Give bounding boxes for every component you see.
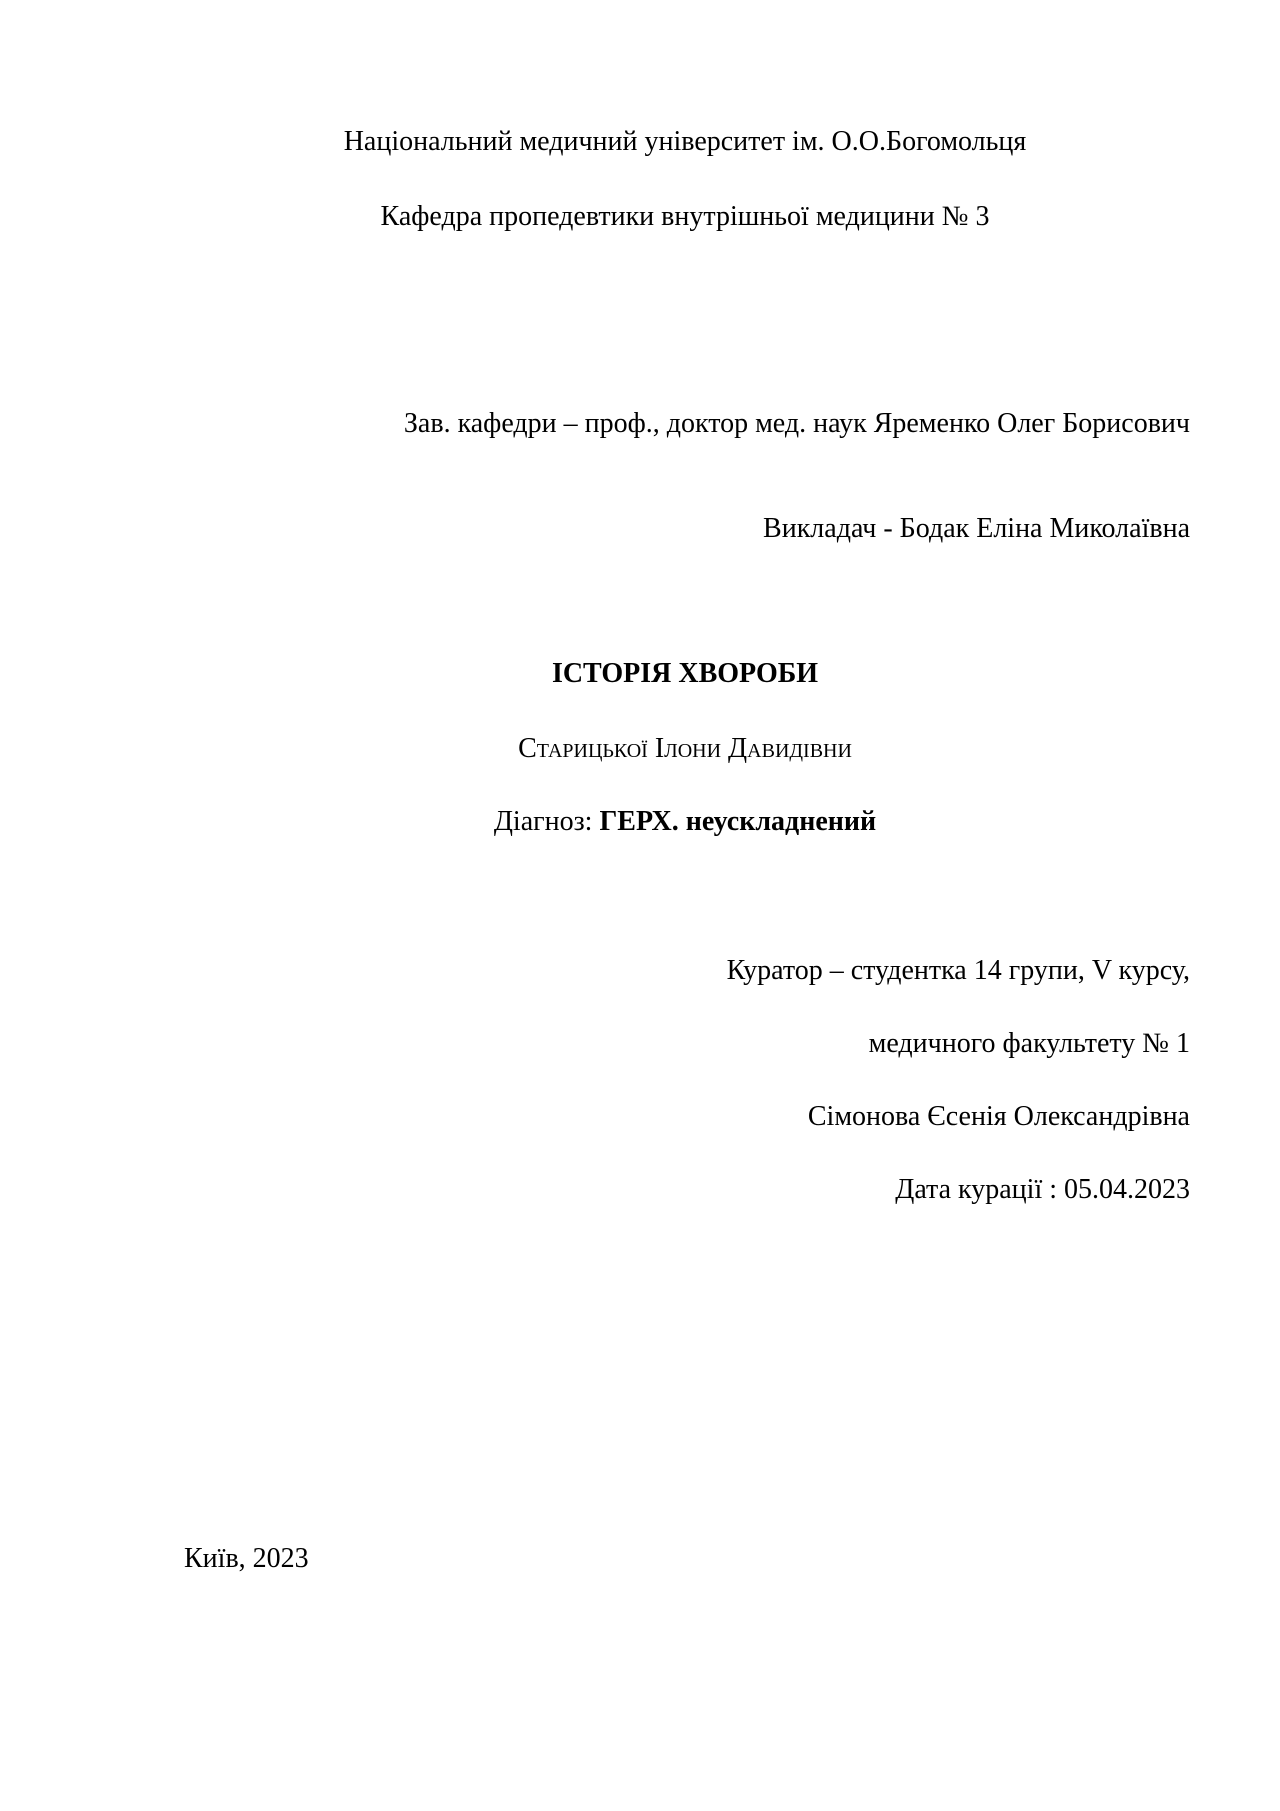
diagnosis-value: ГЕРХ. неускладнений — [599, 806, 877, 837]
head-of-department: Зав. кафедри – проф., доктор мед. наук Яременко Олег Борисович — [403, 408, 1190, 439]
patient-name: Старицької Ілони Давидівни — [518, 733, 852, 764]
curator-line-2: медичного факультету № 1 — [868, 1028, 1190, 1059]
city-year: Київ, 2023 — [184, 1543, 309, 1574]
diagnosis-line — [0, 808, 1280, 836]
diagnosis-label: Діагноз: — [493, 806, 600, 837]
curation-date: Дата курації : 05.04.2023 — [895, 1174, 1190, 1205]
document-title: ІСТОРІЯ ХВОРОБИ — [551, 658, 819, 689]
curator-line-1: Куратор – студентка 14 групи, V курсу, — [726, 955, 1190, 986]
department-name: Кафедра пропедевтики внутрішньої медицини № 3 — [380, 201, 990, 232]
teacher-name: Викладач - Бодак Еліна Миколаївна — [763, 513, 1190, 544]
university-name: Національний медичний університет ім. О.О.Богомольця — [343, 126, 1027, 157]
curator-name: Сімонова Єсенія Олександрівна — [807, 1101, 1190, 1132]
